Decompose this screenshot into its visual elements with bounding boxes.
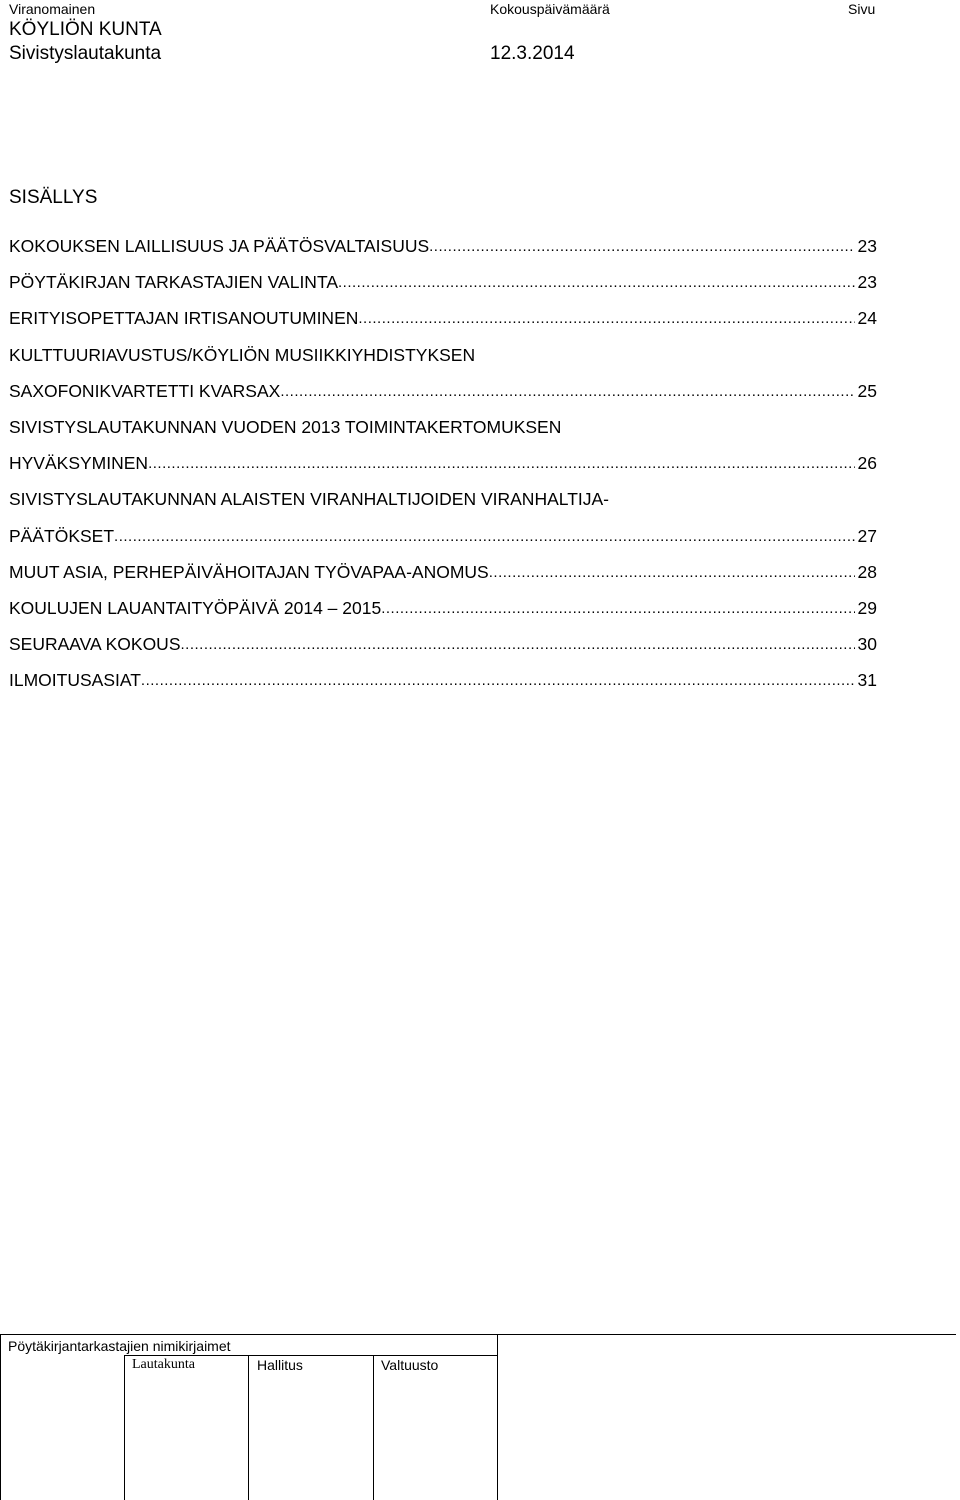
page-label: Sivu (848, 1, 876, 17)
toc-entry (9, 379, 877, 415)
toc-entry-title: PÄÄTÖKSET (9, 525, 115, 546)
toc-entry-page: 24 (857, 308, 877, 329)
meeting-date-label: Kokouspäivämäärä (490, 1, 610, 17)
toc-dot-leader (381, 596, 854, 622)
toc-entry-page: 23 (857, 272, 877, 293)
toc-entry (9, 596, 877, 632)
toc-dot-leader (141, 668, 855, 694)
footer-column-divider (373, 1355, 374, 1500)
meeting-date: 12.3.2014 (490, 43, 575, 64)
toc-entry-title: MUUT ASIA, PERHEPÄIVÄHOITAJAN TYÖVAPAA-ANOMUS (9, 561, 489, 582)
toc-entry-page: 31 (857, 670, 877, 691)
toc-entry-page: 27 (857, 525, 877, 546)
footer-top-rule (0, 1334, 956, 1335)
toc-entry (9, 343, 877, 379)
toc-dot-leader (114, 524, 855, 550)
toc-entry-page: 23 (857, 236, 877, 256)
toc-dot-leader (358, 306, 854, 332)
toc-entry-title: HYVÄKSYMINEN (9, 453, 149, 474)
toc-heading: SISÄLLYS (9, 187, 98, 208)
toc-dot-leader (181, 632, 855, 658)
footer-right-border (497, 1334, 498, 1500)
toc-entry (9, 632, 877, 668)
organization-name: KÖYLIÖN KUNTA (9, 19, 162, 40)
toc-entry (9, 451, 877, 487)
toc-entry-title: SIVISTYSLAUTAKUNNAN VUODEN 2013 TOIMINTAKERTOMUKSEN (9, 416, 562, 437)
footer-column-rule (124, 1355, 498, 1356)
toc-entry-title: KULTTUURIAVUSTUS/KÖYLIÖN MUSIIKKIYHDISTYKSEN (9, 344, 476, 365)
table-of-contents (9, 234, 877, 704)
toc-entry (9, 560, 877, 596)
footer-column-valtuusto: Valtuusto (381, 1357, 439, 1373)
toc-entry-title: ERITYISOPETTAJAN IRTISANOUTUMINEN (9, 308, 359, 329)
toc-entry-title: SIVISTYSLAUTAKUNNAN ALAISTEN VIRANHALTIJOIDEN VIRANHALTIJA- (9, 489, 609, 510)
toc-entry-title: PÖYTÄKIRJAN TARKASTAJIEN VALINTA (9, 272, 339, 293)
footer-column-divider (124, 1355, 125, 1500)
toc-dot-leader (429, 234, 854, 260)
toc-entry-page: 26 (857, 453, 877, 474)
toc-entry-title: SEURAAVA KOKOUS (9, 634, 181, 655)
toc-entry (9, 270, 877, 306)
toc-entry-title: KOULUJEN LAUANTAITYÖPÄIVÄ 2014 – 2015 (9, 597, 382, 618)
toc-entry-page: 25 (857, 380, 877, 401)
footer-column-divider (248, 1355, 249, 1500)
toc-entry (9, 668, 877, 704)
toc-entry-title: ILMOITUSASIAT (9, 670, 141, 691)
toc-entry (9, 487, 877, 523)
toc-dot-leader (148, 451, 854, 477)
footer-title: Pöytäkirjantarkastajien nimikirjaimet (8, 1338, 231, 1354)
authority-label: Viranomainen (9, 1, 96, 17)
toc-entry-page: 28 (857, 561, 877, 582)
toc-entry (9, 234, 877, 270)
toc-entry (9, 524, 877, 560)
footer-column-hallitus: Hallitus (257, 1357, 303, 1373)
toc-entry-page: 30 (857, 634, 877, 655)
footer-column-lautakunta: Lautakunta (132, 1357, 195, 1372)
toc-entry-title: KOKOUKSEN LAILLISUUS JA PÄÄTÖSVALTAISUUS (9, 236, 430, 256)
toc-dot-leader (338, 270, 855, 296)
footer-left-border (0, 1334, 1, 1500)
toc-entry (9, 306, 877, 342)
toc-entry-title: SAXOFONIKVARTETTI KVARSAX (9, 380, 281, 401)
board-name: Sivistyslautakunta (9, 43, 162, 64)
toc-dot-leader (280, 379, 854, 405)
toc-entry (9, 415, 877, 451)
toc-dot-leader (489, 560, 855, 586)
toc-entry-page: 29 (857, 597, 877, 618)
